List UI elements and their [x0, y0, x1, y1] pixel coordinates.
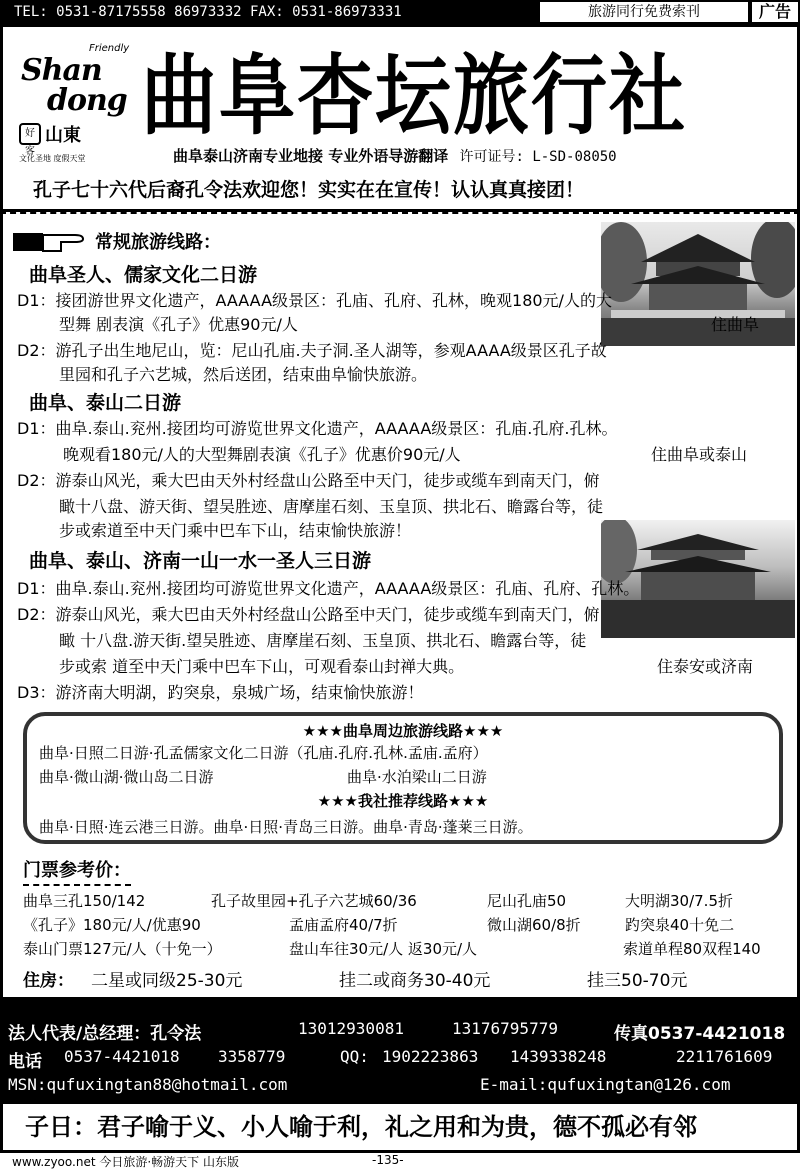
mobile-1: 13012930081: [298, 1019, 404, 1038]
nearby-routes-box: [23, 712, 783, 844]
route-3-day3: D3：游济南大明湖，趵突泉，泉城广场，结束愉快旅游！: [17, 683, 424, 702]
route-3-day1: D1：曲阜.泰山.兖州.接团均可游览世界文化遗产，AAAAA级景区：孔庙、孔府、孔林。: [17, 579, 640, 598]
logo-shan: Shan: [21, 53, 102, 88]
footer: [0, 1153, 800, 1172]
qq-3: 2211761609: [676, 1047, 773, 1066]
ticket-prices-title: 门票参考价：: [23, 856, 131, 886]
route-1-title: 曲阜圣人、儒家文化二日游: [29, 264, 258, 286]
top-contact-text: TEL: 0531-87175558 86973332 FAX: 0531-86973331: [14, 4, 402, 20]
representative: 法人代表/总经理：孔令法: [8, 1024, 202, 1044]
logo-seal: 好客: [19, 123, 41, 145]
qq-label: QQ:: [340, 1047, 369, 1066]
ticket-item: 索道单程80双程140: [623, 940, 761, 958]
ticket-item: 《孔子》180元/人/优惠90: [23, 916, 201, 934]
pointing-hand-icon: [13, 229, 87, 253]
ticket-item: 趵突泉40十免二: [625, 916, 735, 934]
logo-friendly: Friendly: [89, 43, 130, 54]
nearby-route-line-1: 曲阜·日照二日游·孔孟儒家文化二日游（孔庙.孔府.孔林.孟庙.孟府）: [39, 744, 488, 762]
route-1-day1-a: D1：接团游世界文化遗产，AAAAA级景区：孔庙、孔府、孔林，晚观180元/人的大: [17, 291, 612, 310]
ticket-item: 孟庙孟府40/7折: [289, 916, 398, 934]
route-2-day2-c: 步或索道至中天门乘中巴车下山，结束愉快旅游！: [59, 521, 412, 540]
route-2-day2-a: D2：游泰山风光，乘大巴由天外村经盘山公路至中天门，徒步或缆车到南天门，俯: [17, 471, 600, 490]
recommended-route-line: 曲阜·日照·连云港三日游。曲阜·日照·青岛三日游。曲阜·青岛·蓬莱三日游。: [39, 818, 533, 836]
temple-photo-1-illustration: [601, 222, 795, 346]
header: [0, 24, 800, 212]
contact-panel: [0, 997, 800, 1101]
ad-badge: 广告: [750, 0, 800, 24]
page-number: -135-: [372, 1153, 404, 1167]
route-3-day2-a: D2：游泰山风光，乘大巴由天外村经盘山公路至中天门，徒步或缆车到南天门，俯: [17, 605, 600, 624]
route-1-day2-b: 里园和孔子六艺城，然后送团，结束曲阜愉快旅游。: [59, 365, 428, 384]
route-2-day2-b: 瞰十八盘、游天街、望吴胜迹、唐摩崖石刻、玉皇顶、拱北石、瞻露台等，徒: [59, 497, 604, 516]
section-title-text: 常规旅游线路：: [95, 232, 221, 253]
ticket-item: 微山湖60/8折: [487, 916, 581, 934]
fax-number: 传真0537-4421018: [614, 1024, 786, 1044]
logo-shandong: 山東: [45, 125, 81, 146]
msn-address: MSN:qufuxingtan88@hotmail.com: [8, 1075, 288, 1094]
ticket-item: 曲阜三孔150/142: [23, 892, 146, 910]
header-subtitle: [173, 145, 617, 166]
nearby-route-line-2b: 曲阜·水泊梁山二日游: [347, 768, 487, 786]
qq-1: 1902223863: [382, 1047, 479, 1066]
lodging-option-c: 挂三50-70元: [587, 971, 688, 991]
tel-label: 电话: [8, 1052, 42, 1072]
temple-photo-1: [601, 222, 795, 346]
mobile-2: 13176795779: [452, 1019, 558, 1038]
confucius-quote: 子日：君子喻于义、小人喻于利，礼之用和为贵，德不孤必有邻: [0, 1101, 800, 1153]
lodging-option-a: 二星或同级25-30元: [91, 971, 243, 991]
lodging-label: 住房：: [23, 971, 74, 991]
free-index-label: 旅游同行免费索刊: [540, 2, 748, 22]
nearby-routes-title: ★★★曲阜周边旅游线路★★★: [302, 722, 504, 740]
lodging-option-b: 挂二或商务30-40元: [339, 971, 491, 991]
ticket-item: 大明湖30/7.5折: [625, 892, 733, 910]
route-1-day2-a: D2：游孔子出生地尼山，览：尼山孔庙.夫子洞.圣人湖等，参观AAAA级景区孔子故: [17, 341, 607, 360]
section-title-routes: [13, 228, 221, 254]
tel-2: 3358779: [218, 1047, 286, 1066]
ticket-item: 盘山车往30元/人 返30元/人: [289, 940, 478, 958]
route-3-title: 曲阜、泰山、济南一山一水一圣人三日游: [29, 550, 372, 572]
ticket-item: 尼山孔庙50: [487, 892, 567, 910]
nearby-route-line-2a: 曲阜·微山湖·微山岛二日游: [39, 768, 214, 786]
route-1-day1-b: 型舞 剧表演《孔子》优惠90元/人: [59, 315, 298, 334]
qq-2: 1439338248: [510, 1047, 607, 1066]
route-2-title: 曲阜、泰山二日游: [29, 392, 182, 414]
shandong-logo: [17, 39, 137, 169]
ticket-item: 孔子故里园+孔子六艺城60/36: [211, 892, 417, 910]
tel-1: 0537-4421018: [64, 1047, 180, 1066]
footer-site: www.zyoo.net 今日旅游·畅游天下 山东版: [12, 1155, 239, 1169]
route-2-day1-b: 晚观看180元/人的大型舞剧表演《孔子》优惠价90元/人: [63, 445, 461, 464]
header-welcome: 孔子七十六代后裔孔令法欢迎您！实实在在宣传！认认真真接团！: [33, 179, 585, 201]
route-2-day1-a: D1：曲阜.泰山.兖州.接团均可游览世界文化遗产，AAAAA级景区：孔庙.孔府.孔林。: [17, 419, 618, 438]
route-2-day1-stay: 住曲阜或泰山: [651, 445, 748, 464]
logo-dong: dong: [47, 83, 127, 118]
header-services: 曲阜泰山济南专业地接 专业外语导游翻译: [173, 147, 449, 165]
ticket-item: 泰山门票127元/人（十免一）: [23, 940, 222, 958]
recommended-routes-title: ★★★我社推荐线路★★★: [317, 792, 489, 810]
email-address: E-mail:qufuxingtan@126.com: [480, 1075, 731, 1094]
main-content: [0, 212, 800, 997]
route-1-day1-stay: 住曲阜: [711, 315, 760, 334]
route-3-day2-c: 步或索 道至中天门乘中巴车下山，可观看泰山封禅大典。: [59, 657, 465, 676]
company-name: 曲阜杏坛旅行社: [141, 44, 687, 147]
logo-slogan: 文化圣地 度假天堂: [19, 154, 86, 163]
license-number: 许可证号: L-SD-08050: [459, 149, 617, 165]
route-3-day2-stay: 住泰安或济南: [657, 657, 754, 676]
top-contact-bar: [0, 0, 800, 24]
route-3-day2-b: 瞰 十八盘.游天街.望吴胜迹、唐摩崖石刻、玉皇顶、拱北石、瞻露台等，徒: [59, 631, 587, 650]
